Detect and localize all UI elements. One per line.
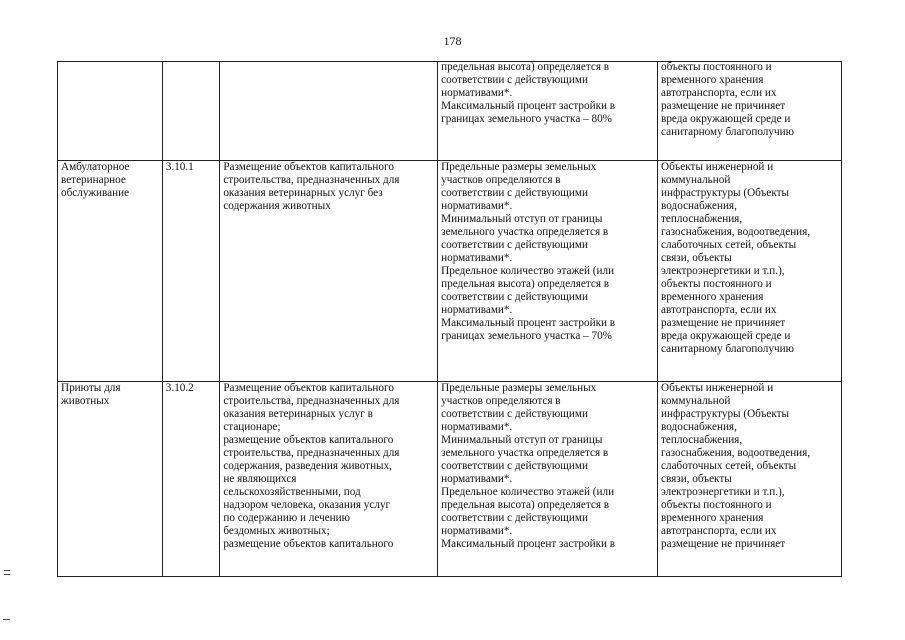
table-row [58,62,842,161]
land-use-table [57,61,842,577]
cell-use-description: Размещение объектов капитального строительства, предназначенных для оказания ветеринарных услуг в стационаре; размещение объектов капитального строительства, предназначенных для содержания, разведения животных, не являющихся сельскохозяйственными, под надзором человека, оказания услуг по содержанию и лечению бездомных животных; размещение объектов капитального [220,382,438,577]
cell-parameters: предельная высота) определяется в соответствии с действующими нормативами*. Максимальный процент застройки в границах земельного участка – 80% [438,62,658,161]
margin-scan-dash [3,619,10,620]
cell-use-name: Приюты для животных [58,382,163,577]
cell-use-code: 3.10.2 [162,382,220,577]
page-number: 178 [443,34,462,48]
cell-use-name [58,62,163,161]
cell-auxiliary-uses: Объекты инженерной и коммунальной инфраструктуры (Объекты водоснабжения, теплоснабжения, газоснабжения, водоотведения, слаботочных сетей, объекты связи, объекты электроэнергетики и т.п.), объекты постоянного и временного хранения автотранспорта, если их размещение не причиняет [658,382,842,577]
cell-use-description [220,62,438,161]
cell-use-code [162,62,220,161]
table-row [58,382,842,577]
cell-use-description: Размещение объектов капитального строительства, предназначенных для оказания ветеринарных услуг без содержания животных [220,161,438,382]
cell-parameters: Предельные размеры земельных участков определяются в соответствии с действующими нормативами*. Минимальный отступ от границы земельного участка определяется в соответствии с действующими нормативами*. Предельное количество этажей (или предельная высота) определяется в соответствии с действующими нормативами*. Максимальный процент застройки в [438,382,658,577]
cell-parameters: Предельные размеры земельных участков определяются в соответствии с действующими нормативами*. Минимальный отступ от границы земельного участка определяется в соответствии с действующими нормативами*. Предельное количество этажей (или предельная высота) определяется в соответствии с действующими нормативами*. Максимальный процент застройки в границах земельного участка – 70% [438,161,658,382]
cell-use-name: Амбулаторное ветеринарное обслуживание [58,161,163,382]
margin-scan-mark [4,570,10,580]
cell-use-code: 3.10.1 [162,161,220,382]
table-row [58,161,842,382]
cell-auxiliary-uses: Объекты инженерной и коммунальной инфраструктуры (Объекты водоснабжения, теплоснабжения, газоснабжения, водоотведения, слаботочных сетей, объекты связи, объекты электроэнергетики и т.п.), объекты постоянного и временного хранения автотранспорта, если их размещение не причиняет вреда окружающей среде и санитарному благополучию [658,161,842,382]
cell-auxiliary-uses: объекты постоянного и временного хранения автотранспорта, если их размещение не причиняет вреда окружающей среде и санитарному благополучию [658,62,842,161]
